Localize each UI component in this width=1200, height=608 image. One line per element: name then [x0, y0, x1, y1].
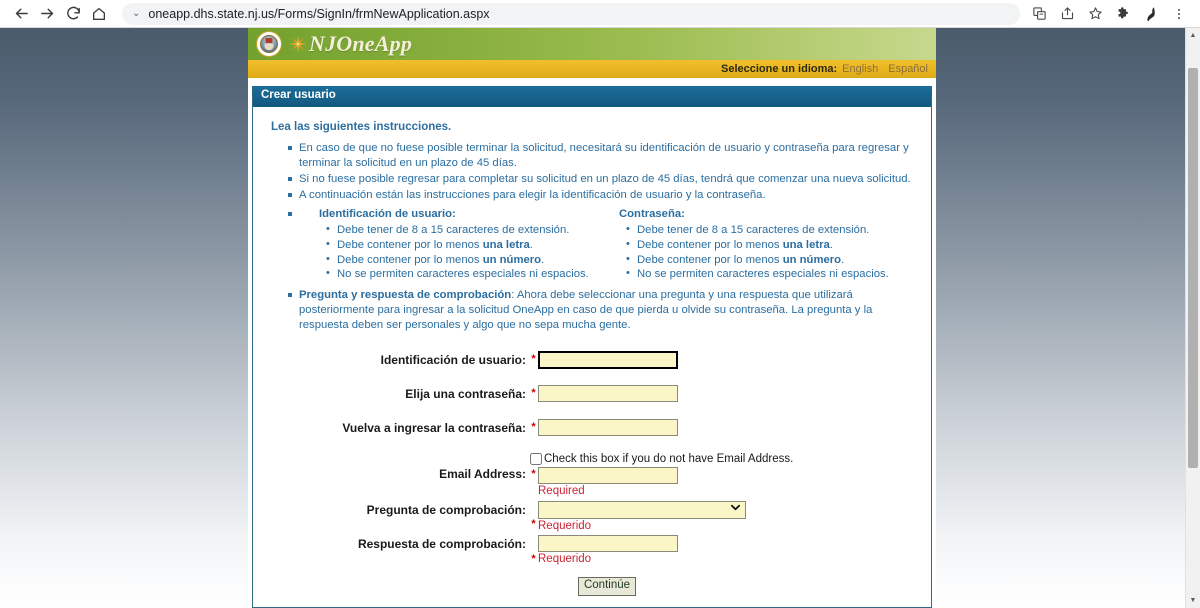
continue-button[interactable]: Continúe [578, 577, 636, 596]
intro-heading: Lea las siguientes instrucciones. [271, 120, 452, 133]
required-marker: * [531, 553, 536, 566]
translate-icon[interactable] [1026, 1, 1052, 27]
language-label: Seleccione un idioma: [721, 63, 838, 75]
userid-input[interactable] [538, 351, 678, 369]
starburst-icon [288, 34, 308, 54]
required-marker: * [531, 352, 536, 365]
security-question-select[interactable] [538, 501, 746, 519]
password-rules-heading: Contraseña: [619, 208, 685, 221]
list-item: A continuación están las instrucciones para elegir la identificación de usuario y la contraseña. [299, 188, 921, 203]
nj-state-seal-icon [256, 31, 282, 57]
list-item: Si no fuese posible regresar para completar su solicitud en un plazo de 45 días, tendrá que comenzar una nueva solicitud. [299, 172, 921, 187]
field-row-userid [263, 349, 921, 383]
password-input[interactable] [538, 385, 678, 402]
field-row-email [263, 451, 921, 499]
vertical-scrollbar[interactable] [1185, 28, 1200, 608]
email-error-message: Required [538, 484, 585, 497]
scroll-down-arrow-icon[interactable]: ▼ [1189, 597, 1197, 604]
security-answer-error-message: Requerido [538, 553, 592, 566]
more-menu-icon[interactable] [1166, 1, 1192, 27]
no-email-checkbox-label: Check this box if you do not have Email Address. [544, 452, 794, 465]
list-item: • Debe tener de 8 a 15 caracteres de extensión. [637, 223, 913, 238]
password-confirm-label: Vuelva a ingresar la contraseña: [342, 420, 526, 435]
security-answer-input[interactable] [538, 535, 678, 552]
security-answer-label: Respuesta de comprobación: [357, 537, 526, 552]
password-confirm-input[interactable] [538, 419, 678, 436]
required-marker: * [531, 420, 536, 433]
rules-block [299, 207, 921, 282]
security-question-instruction: Pregunta y respuesta de comprobación: Ahora debe seleccionar una pregunta y una respuesta que utilizará posteriormente para ingresar a la solicitud OneApp en caso de que pierda u olvide su contraseña. La pregunta y la respuesta deben ser personales y algo que no sepa mucha gente. [299, 288, 921, 333]
bookmark-star-icon[interactable] [1082, 1, 1108, 27]
userid-rules-heading: Identificación de usuario: [319, 208, 456, 221]
toolbar-icons [1026, 1, 1192, 27]
list-item: • Debe contener por lo menos una letra. [637, 238, 913, 253]
list-item: • No se permiten caracteres especiales ni espacios. [337, 267, 597, 282]
field-row-password [263, 383, 921, 417]
page-viewport [0, 28, 1200, 608]
share-icon[interactable] [1054, 1, 1080, 27]
list-item: • No se permiten caracteres especiales ni espacios. [637, 267, 913, 282]
userid-rules-column [281, 207, 597, 282]
no-email-checkbox[interactable] [530, 453, 542, 465]
create-user-form [263, 349, 921, 606]
back-arrow-icon[interactable] [8, 1, 34, 27]
site-masthead [248, 28, 936, 60]
chevron-down-icon: ⌄ [132, 7, 141, 19]
panel-body [253, 107, 931, 606]
field-row-security-question [263, 499, 921, 534]
userid-rules-list [281, 223, 597, 282]
password-rules-list [597, 223, 913, 282]
field-row-security-answer [263, 533, 921, 567]
submit-row [263, 567, 921, 596]
password-rules-column [597, 207, 913, 282]
security-question-error-message: Requerido [538, 519, 592, 532]
site-container [248, 28, 936, 608]
forward-arrow-icon[interactable] [34, 1, 60, 27]
site-wordmark: NJOneApp [309, 31, 413, 56]
list-item: • Debe contener por lo menos un número. [637, 253, 913, 268]
section-title: Crear usuario [253, 86, 931, 107]
url-text: oneapp.dhs.state.nj.us/Forms/SignIn/frmNewApplication.aspx [148, 6, 490, 21]
password-label: Elija una contraseña: [405, 386, 526, 401]
address-bar[interactable] [122, 3, 1020, 25]
extensions-puzzle-icon[interactable] [1110, 1, 1136, 27]
userid-label: Identificación de usuario: [380, 352, 526, 367]
language-selector-bar [248, 60, 936, 78]
list-item: En caso de que no fuese posible terminar la solicitud, necesitará su identificación de usuario y contraseña para regresar y terminar la solicitud en un plazo de 45 días. [299, 141, 921, 171]
language-link-english[interactable]: English [842, 63, 879, 75]
home-icon[interactable] [86, 1, 112, 27]
email-label: Email Address: [439, 466, 526, 481]
required-marker: * [531, 517, 536, 530]
scroll-up-arrow-icon[interactable]: ▲ [1189, 32, 1197, 39]
language-link-spanish[interactable]: Español [888, 63, 928, 75]
browser-toolbar [0, 0, 1200, 28]
security-question-label: Pregunta de comprobación: [366, 502, 526, 517]
required-marker: * [531, 386, 536, 399]
profile-avatar-icon[interactable] [1138, 1, 1164, 27]
reload-icon[interactable] [60, 1, 86, 27]
required-marker: * [531, 467, 536, 480]
email-input[interactable] [538, 467, 678, 484]
field-row-password-confirm [263, 417, 921, 451]
scrollbar-thumb[interactable] [1188, 68, 1198, 468]
list-item: • Debe contener por lo menos una letra. [337, 238, 597, 253]
list-item: • Debe contener por lo menos un número. [337, 253, 597, 268]
list-item: • Debe tener de 8 a 15 caracteres de extensión. [337, 223, 597, 238]
content-frame [252, 86, 932, 608]
instructions-list [281, 141, 921, 333]
no-email-checkbox-row[interactable] [530, 453, 921, 465]
